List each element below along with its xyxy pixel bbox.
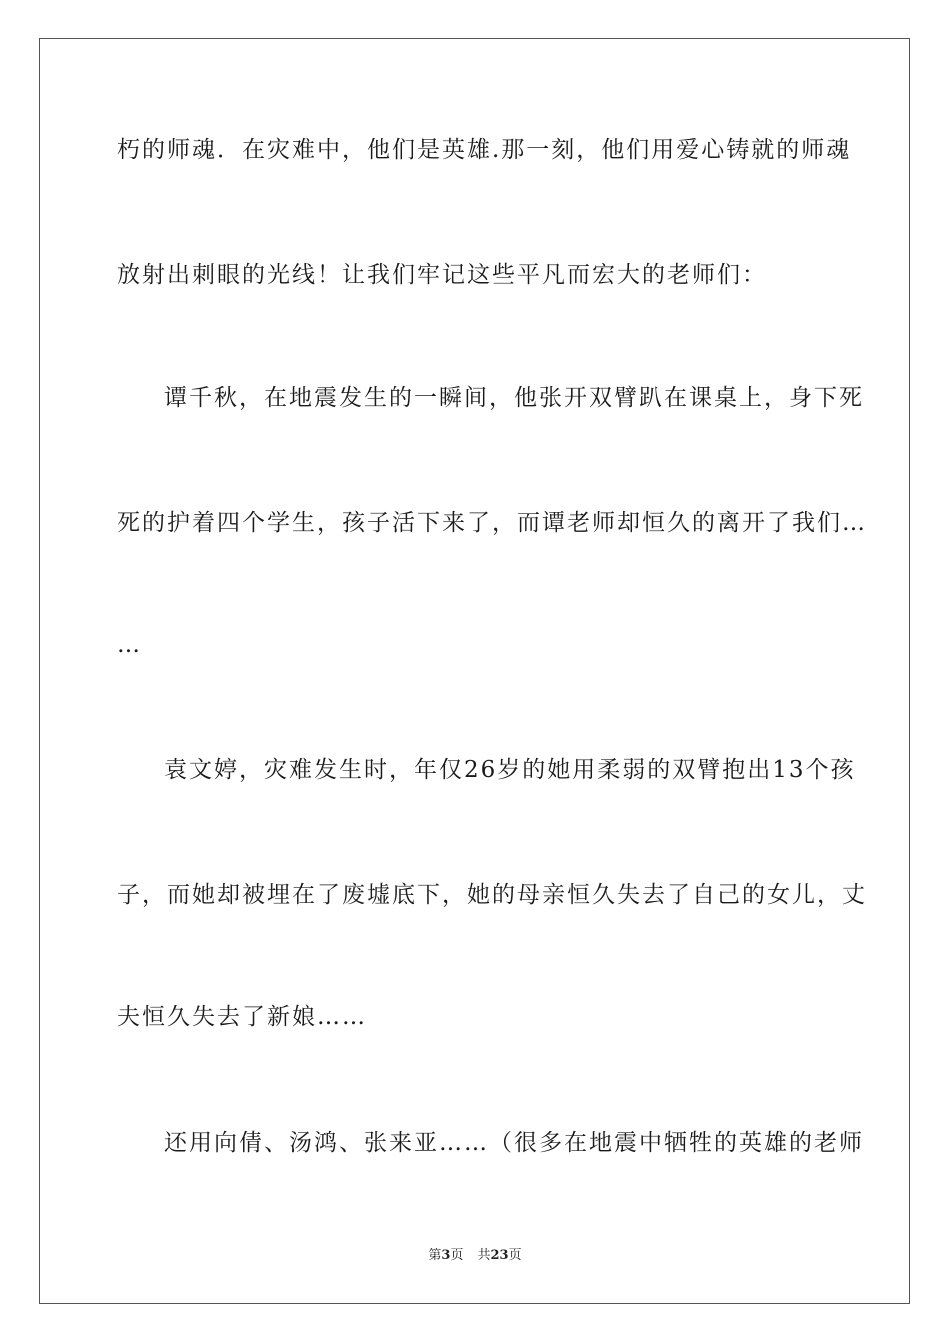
body-text-line: 谭千秋，在地震发生的一瞬间，他张开双臂趴在课桌上，身下死 <box>164 385 864 411</box>
body-text-line: 还用向倩、汤鸿、张来亚……（很多在地震中牺牲的英雄的老师 <box>164 1130 864 1156</box>
page-number: 3 <box>441 1248 451 1263</box>
body-text-line: 放射出刺眼的光线！让我们牢记这些平凡而宏大的老师们： <box>117 262 767 288</box>
body-text-line: 死的护着四个学生，孩子活下来了，而谭老师却恒久的离开了我们… <box>117 510 867 536</box>
page-prefix: 第 <box>428 1248 442 1263</box>
page-suffix: 页 <box>450 1248 464 1263</box>
body-text-line: 朽的师魂．在灾难中，他们是英雄.那一刻，他们用爱心铸就的师魂 <box>117 137 852 163</box>
body-text-line: 夫恒久失去了新娘…… <box>117 1004 367 1030</box>
total-suffix: 页 <box>508 1248 522 1263</box>
total-prefix: 共 <box>477 1248 491 1263</box>
page-footer <box>0 1246 950 1266</box>
page-border <box>39 38 910 1304</box>
body-text-line: 子，而她却被埋在了废墟底下，她的母亲恒久失去了自己的女儿，丈 <box>117 882 867 908</box>
body-text-line: … <box>117 632 142 658</box>
body-text-line: 袁文婷，灾难发生时，年仅26岁的她用柔弱的双臂抱出13个孩 <box>164 757 856 783</box>
total-pages: 23 <box>490 1248 509 1263</box>
